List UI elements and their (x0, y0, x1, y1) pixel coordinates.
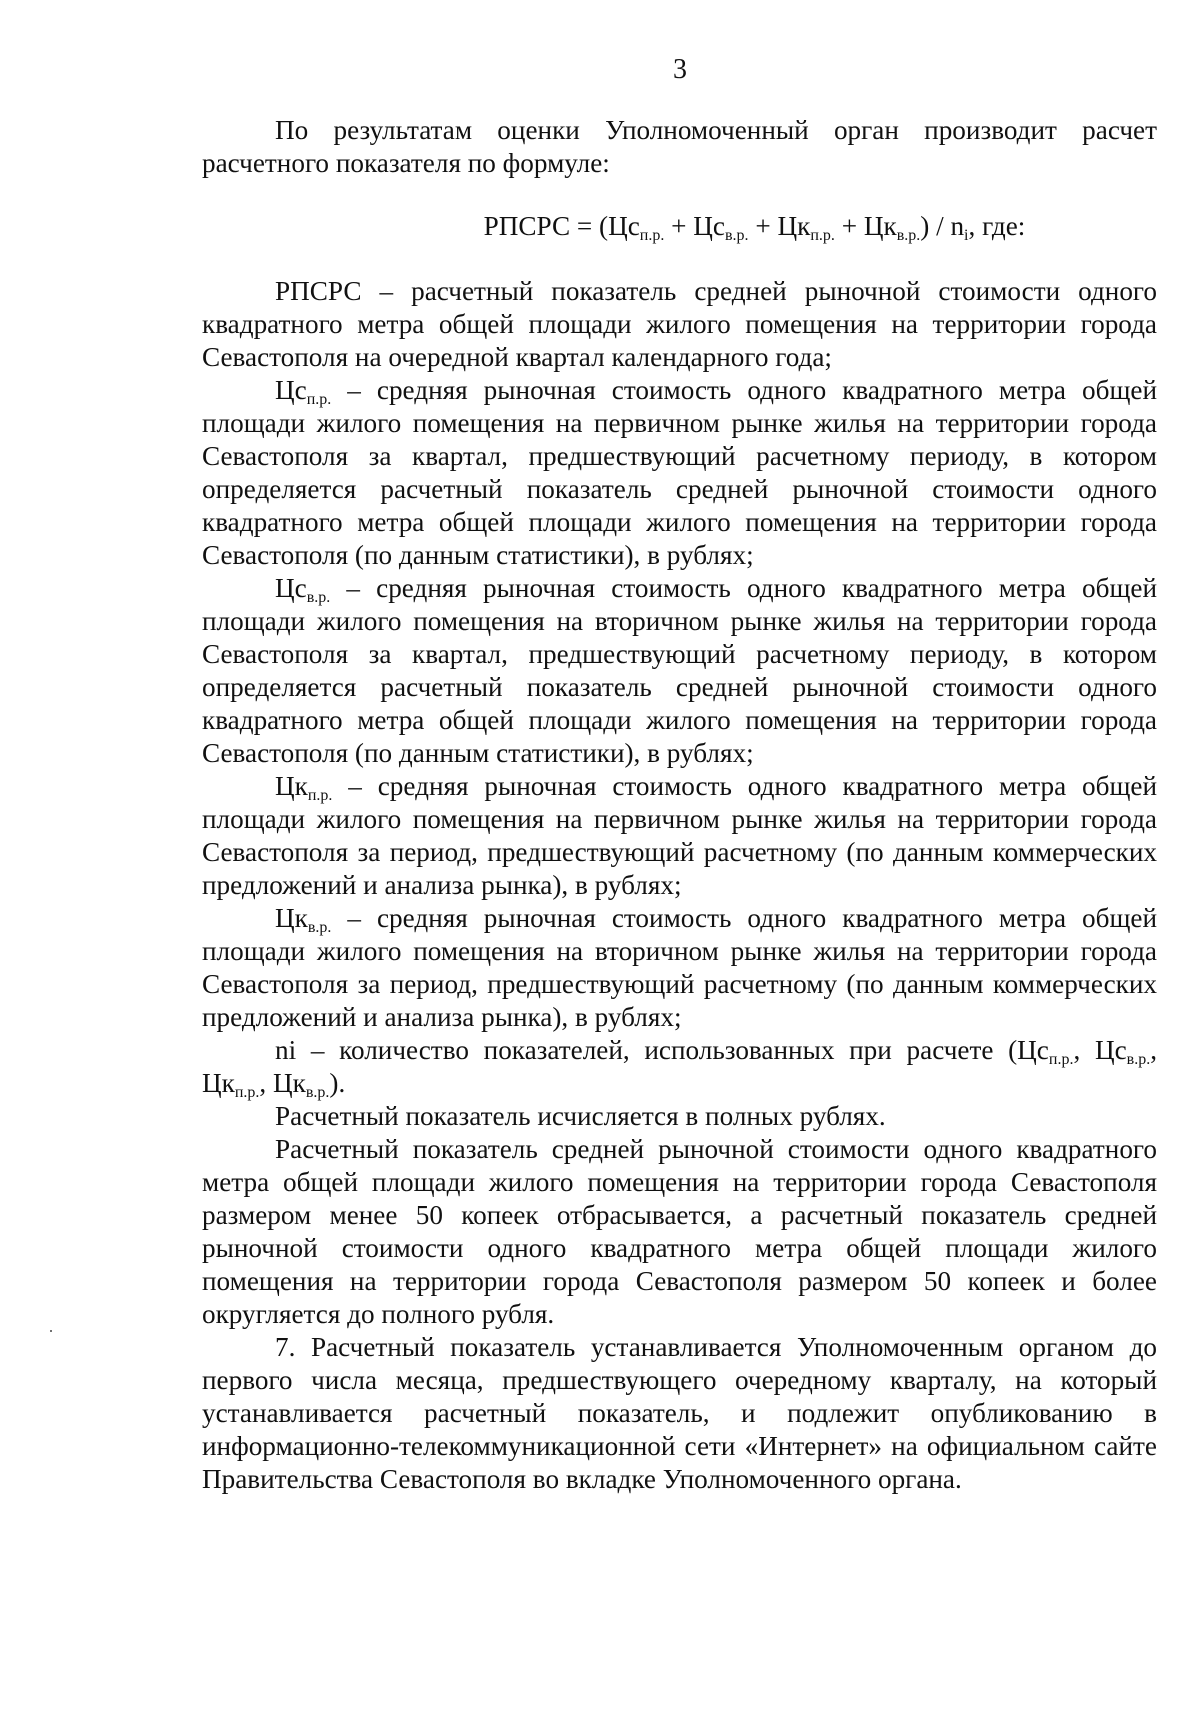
formula-subscript: в.р. (725, 227, 749, 244)
term-text: ). (329, 1068, 346, 1098)
definition-ni (202, 1034, 1157, 1100)
formula-text (334, 211, 1026, 244)
term-symbol: Цк (273, 1068, 306, 1098)
term-subscript: п.р. (307, 787, 333, 804)
term-symbol: Цс (275, 573, 307, 603)
term-subscript: в.р. (1126, 1051, 1151, 1068)
term-subscript: в.р. (307, 919, 332, 936)
definition-ck-pr (202, 770, 1157, 902)
formula-subscript: п.р. (639, 227, 665, 244)
definition-rpsrs: РПСРС – расчетный показатель средней рыночной стоимости одного квадратного метра общей площади жилого помещения на территории города Севастополя на очередной квартал календарного года; (202, 276, 1157, 372)
term-symbol: Цс (1094, 1035, 1127, 1065)
formula (202, 210, 1157, 243)
scan-speck (50, 1330, 52, 1332)
term-symbol: Цс (275, 375, 307, 405)
formula-part: ) / n (920, 211, 965, 241)
definition-ck-vr (202, 902, 1157, 1034)
term-symbol: Цк (275, 903, 308, 933)
term-separator: , (1150, 1035, 1157, 1065)
term-text: ni – количество показателей, использованных при расчете ( (275, 1035, 1018, 1065)
full-rubles-paragraph: Расчетный показатель исчисляется в полных рублях. (275, 1101, 886, 1131)
page-number: 3 (673, 54, 687, 85)
term-subscript: п.р. (234, 1084, 260, 1101)
term-text: – средняя рыночная стоимость одного квадратного метра общей площади жилого помещения на вторичном рынке жилья на территории города Севастополя за квартал, предшествующий расчетному периоду, в котором определяется расчетный показатель средней рыночной стоимости одного квадратного метра общей площади жилого помещения на территории города Севастополя (по данным статистики), в рублях; (202, 573, 1157, 768)
formula-part: + Цк (834, 211, 897, 241)
document-body (202, 114, 1157, 1496)
formula-part: + Цс (664, 211, 725, 241)
formula-part: РПСРС = (Цс (483, 211, 640, 241)
term-symbol: Цс (1017, 1035, 1049, 1065)
formula-subscript: i (964, 227, 969, 244)
formula-subscript: в.р. (896, 227, 921, 244)
term-symbol: Цк (202, 1068, 235, 1098)
term-separator: , (1073, 1035, 1095, 1065)
term-separator: , (259, 1068, 273, 1098)
definition-cs-pr (202, 374, 1157, 572)
term-text: – средняя рыночная стоимость одного квадратного метра общей площади жилого помещения на первичном рынке жилья на территории города Севастополя за квартал, предшествующий расчетному периоду, в котором определяется расчетный показатель средней рыночной стоимости одного квадратного метра общей площади жилого помещения на территории города Севастополя (по данным статистики), в рублях; (202, 375, 1157, 570)
term-subscript: п.р. (1048, 1051, 1074, 1068)
term-text: – средняя рыночная стоимость одного квадратного метра общей площади жилого помещения на вторичном рынке жилья на территории города Севастополя за период, предшествующий расчетному (по данным коммерческих предложений и анализа рынка), в рублях; (202, 903, 1157, 1032)
formula-subscript: п.р. (810, 227, 835, 244)
term-subscript: п.р. (306, 391, 332, 408)
term-subscript: в.р. (306, 589, 331, 606)
item-7-paragraph: 7. Расчетный показатель устанавливается Уполномоченным органом до первого числа месяца, предшествующего очередному кварталу, на который устанавливается расчетный показатель, и подлежит опубликованию в информационно-телекоммуникационной сети «Интернет» на официальном сайте Правительства Севастополя во вкладке Уполномоченного органа. (202, 1332, 1157, 1494)
formula-part: + Цк (748, 211, 811, 241)
term-symbol: Цк (275, 771, 308, 801)
term-subscript: в.р. (305, 1084, 330, 1101)
definition-cs-vr (202, 572, 1157, 770)
intro-paragraph: По результатам оценки Уполномоченный орган производит расчет расчетного показателя по формуле: (202, 115, 1157, 178)
formula-part: , где: (968, 211, 1026, 241)
rounding-paragraph: Расчетный показатель средней рыночной стоимости одного квадратного метра общей площади жилого помещения на территории города Севастополя размером менее 50 копеек отбрасывается, а расчетный показатель средней рыночной стоимости одного квадратного метра общей площади жилого помещения на территории города Севастополя размером 50 копеек и более округляется до полного рубля. (202, 1134, 1157, 1329)
term-text: – средняя рыночная стоимость одного квадратного метра общей площади жилого помещения на первичном рынке жилья на территории города Севастополя за период, предшествующий расчетному (по данным коммерческих предложений и анализа рынка), в рублях; (202, 771, 1157, 900)
